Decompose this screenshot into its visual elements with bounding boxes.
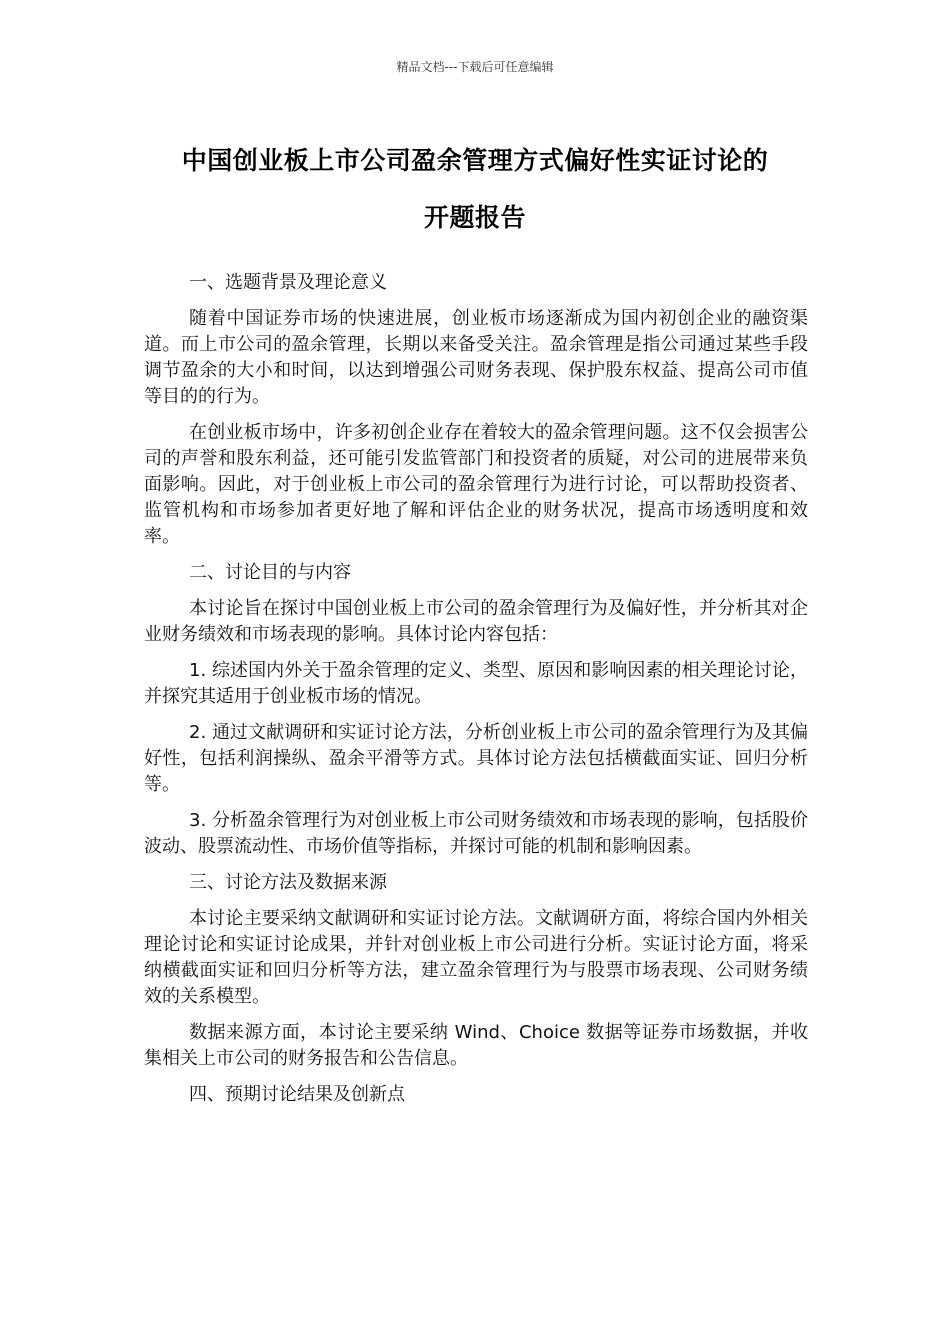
header-note: 精品文档---下载后可任意编辑 bbox=[396, 60, 554, 74]
section-2-list-item-1: 1. 综述国内外关于盈余管理的定义、类型、原因和影响因素的相关理论讨论，并探究其适用于创业板市场的情况。 bbox=[144, 660, 808, 707]
section-1-paragraph-2: 在创业板市场中，许多初创企业存在着较大的盈余管理问题。这不仅会损害公司的声誉和股东利益，还可能引发监管部门和投资者的质疑，对公司的进展带来负面影响。因此，对于创业板上市公司的盈余管理行为进行讨论，可以帮助投资者、监管机构和市场参加者更好地了解和评估企业的财务状况，提高市场透明度和效率。 bbox=[144, 422, 808, 547]
section-3-paragraph-1: 本讨论主要采纳文献调研和实证讨论方法。文献调研方面，将综合国内外相关理论讨论和实证讨论成果，并针对创业板上市公司进行分析。实证讨论方面，将采纳横截面实证和回归分析等方法，建立盈余管理行为与股票市场表现、公司财务绩效的关系模型。 bbox=[144, 908, 808, 1007]
section-2-paragraph-1: 本讨论旨在探讨中国创业板上市公司的盈余管理行为及偏好性，并分析其对企业财务绩效和市场表现的影响。具体讨论内容包括： bbox=[144, 598, 808, 645]
section-2-list-item-3: 3. 分析盈余管理行为对创业板上市公司财务绩效和市场表现的影响，包括股价波动、股票流动性、市场价值等指标，并探讨可能的机制和影响因素。 bbox=[144, 810, 808, 857]
section-1-paragraph-1: 随着中国证券市场的快速进展，创业板市场逐渐成为国内初创企业的融资渠道。而上市公司的盈余管理，长期以来备受关注。盈余管理是指公司通过某些手段调节盈余的大小和时间，以达到增强公司财务表现、保护股东权益、提高公司市值等目的的行为。 bbox=[144, 308, 808, 407]
title-line-2: 开题报告 bbox=[423, 203, 526, 232]
section-4-heading: 四、预期讨论结果及创新点 bbox=[189, 1084, 405, 1105]
section-3-heading: 三、讨论方法及数据来源 bbox=[189, 872, 387, 893]
document-title bbox=[100, 132, 850, 246]
document-body bbox=[144, 270, 808, 1118]
section-2-list-item-2: 2. 通过文献调研和实证讨论方法，分析创业板上市公司的盈余管理行为及其偏好性，包括利润操纵、盈余平滑等方式。具体讨论方法包括横截面实证、回归分析等。 bbox=[144, 722, 808, 795]
title-line-1: 中国创业板上市公司盈余管理方式偏好性实证讨论的 bbox=[181, 146, 769, 175]
section-2-heading: 二、讨论目的与内容 bbox=[189, 562, 351, 583]
section-1-heading: 一、选题背景及理论意义 bbox=[189, 272, 387, 293]
section-3-paragraph-2: 数据来源方面，本讨论主要采纳 Wind、Choice 数据等证券市场数据，并收集相关上市公司的财务报告和公告信息。 bbox=[144, 1022, 808, 1069]
